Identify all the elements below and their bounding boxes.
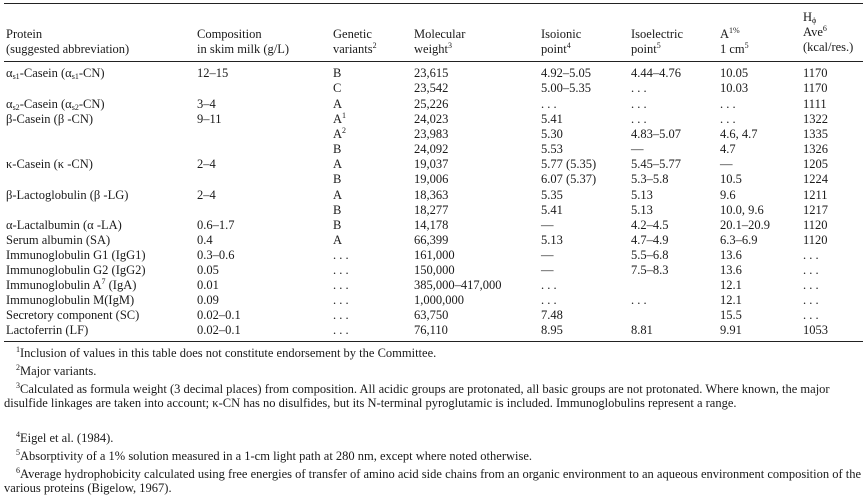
cell-variant: C (333, 81, 342, 95)
cell-absorptivity: 10.0, 9.6 (720, 203, 764, 217)
cell-absorptivity: . . . (720, 97, 736, 111)
cell-absorptivity: 4.6, 4.7 (720, 127, 758, 141)
cell-isoionic: 5.77 (5.35) (541, 157, 597, 171)
cell-mw: 63,750 (414, 308, 449, 322)
footnote (4, 346, 864, 360)
cell-protein: Serum albumin (SA) (6, 233, 111, 247)
cell-variant: . . . (333, 278, 349, 292)
cell-composition: 0.02–0.1 (197, 323, 241, 337)
cell-protein: β-Lactoglobulin (β -LG) (6, 188, 129, 202)
cell-absorptivity: . . . (720, 112, 736, 126)
cell-absorptivity: 9.6 (720, 188, 736, 202)
cell-isoelectric: 5.5–6.8 (631, 248, 669, 262)
cell-isoelectric: 4.44–4.76 (631, 66, 681, 80)
footnote-text: Average hydrophobicity calculated using free energies of transfer of amino acid side chains from an organic environment to an aqueous environment composition of the various proteins (Bigelow, 1967). (4, 467, 862, 495)
cell-composition: 0.6–1.7 (197, 218, 235, 232)
cell-variant: B (333, 142, 342, 156)
header-isoionic-point: Isoionic point$^4$ (541, 27, 582, 56)
cell-hydrophobicity: 1120 (803, 233, 828, 247)
cell-isoionic: 5.41 (541, 112, 563, 126)
cell-hydrophobicity: . . . (803, 278, 819, 292)
cell-isoionic: 5.13 (541, 233, 563, 247)
footnote (4, 364, 864, 378)
footnote-mark: 2 (16, 363, 20, 372)
cell-hydrophobicity: . . . (803, 248, 819, 262)
cell-isoionic: . . . (541, 293, 557, 307)
cell-mw: 23,542 (414, 81, 449, 95)
cell-protein: Immunoglobulin G1 (IgG1) (6, 248, 146, 262)
cell-protein: Secretory component (SC) (6, 308, 140, 322)
header-absorptivity: $A^{1\%}$ 1 $cm^5$ (720, 26, 749, 56)
cell-isoionic: — (541, 248, 554, 262)
cell-composition: 0.3–0.6 (197, 248, 235, 262)
cell-hydrophobicity: 1211 (803, 188, 828, 202)
cell-absorptivity: — (720, 157, 733, 171)
cell-isoionic: 4.92–5.05 (541, 66, 591, 80)
cell-absorptivity: 13.6 (720, 248, 742, 262)
cell-mw: 18,363 (414, 188, 449, 202)
cell-absorptivity: 15.5 (720, 308, 742, 322)
cell-protein: Immunoglobulin M(IgM) (6, 293, 135, 307)
cell-hydrophobicity: . . . (803, 308, 819, 322)
footnote-mark: 6 (16, 466, 20, 475)
cell-hydrophobicity: 1335 (803, 127, 828, 141)
cell-isoionic: — (541, 218, 554, 232)
cell-isoelectric: 4.2–4.5 (631, 218, 669, 232)
footnote-text: Eigel et al. (1984). (20, 431, 114, 445)
cell-hydrophobicity: 1120 (803, 218, 828, 232)
cell-composition: 0.01 (197, 278, 219, 292)
footnote-text: Inclusion of values in this table does not constitute endorsement by the Committee. (20, 346, 437, 360)
cell-isoelectric: 4.7–4.9 (631, 233, 669, 247)
header-hydrophobicity: $H_\phi$ Ave$^6$ (kcal/res.) (803, 10, 854, 54)
cell-mw: 18,277 (414, 203, 449, 217)
cell-variant: . . . (333, 323, 349, 337)
cell-isoionic: 7.48 (541, 308, 563, 322)
cell-hydrophobicity: 1053 (803, 323, 828, 337)
cell-isoelectric: 7.5–8.3 (631, 263, 669, 277)
cell-mw: 1,000,000 (414, 293, 464, 307)
cell-composition: 2–4 (197, 188, 216, 202)
cell-protein: $\alpha_{s1}$-Casein $(\alpha_{s1}-CN)$ (6, 66, 105, 81)
cell-protein: Immunoglobulin $A^7$ (IgA) (6, 277, 137, 292)
footnote-mark: 4 (16, 430, 20, 439)
footnote-text: Calculated as formula weight (3 decimal places) from composition. All acidic groups are protonated, all basic groups are not protonated. Where known, the major disulfide linkages are taken into account; κ-CN has no disulfides, but its N-terminal pyroglutamic is included. Immunoglobulins represent a range. (4, 382, 830, 410)
cell-isoelectric: 5.45–5.77 (631, 157, 681, 171)
cell-isoelectric: 5.13 (631, 203, 653, 217)
cell-isoionic: . . . (541, 278, 557, 292)
cell-isoionic: 5.41 (541, 203, 563, 217)
cell-composition: 0.4 (197, 233, 213, 247)
cell-variant: B (333, 172, 342, 186)
footnote-mark: 3 (16, 381, 20, 390)
cell-isoelectric: 4.83–5.07 (631, 127, 681, 141)
header-composition: Composition in skim milk (g/L) (197, 27, 290, 56)
footnote (4, 467, 864, 495)
cell-hydrophobicity: . . . (803, 263, 819, 277)
cell-isoionic: 6.07 (5.37) (541, 172, 597, 186)
footnote-mark: 1 (16, 345, 20, 354)
cell-hydrophobicity: 1217 (803, 203, 828, 217)
cell-protein: α-Lactalbumin (α -LA) (6, 218, 122, 232)
cell-composition: 0.05 (197, 263, 219, 277)
cell-hydrophobicity: 1224 (803, 172, 828, 186)
cell-mw: 385,000–417,000 (414, 278, 502, 292)
cell-variant: A (333, 188, 343, 202)
cell-isoelectric: . . . (631, 97, 647, 111)
cell-isoelectric: — (631, 142, 644, 156)
footnote (4, 431, 864, 445)
cell-mw: 161,000 (414, 248, 455, 262)
cell-hydrophobicity: 1170 (803, 66, 828, 80)
cell-composition: 3–4 (197, 97, 216, 111)
cell-protein: $\alpha_{s2}$-Casein $(\alpha_{s2}-CN)$ (6, 97, 105, 112)
cell-isoelectric: 5.13 (631, 188, 653, 202)
footnote-text: Major variants. (20, 364, 97, 378)
cell-variant: . . . (333, 308, 349, 322)
table-bottom-rule (4, 341, 863, 342)
cell-composition: 2–4 (197, 157, 216, 171)
cell-variant: B (333, 66, 342, 80)
cell-absorptivity: 12.1 (720, 293, 742, 307)
cell-absorptivity: 20.1–20.9 (720, 218, 770, 232)
cell-mw: 24,092 (414, 142, 449, 156)
cell-absorptivity: 6.3–6.9 (720, 233, 758, 247)
footnote-text: Absorptivity of a 1% solution measured in a 1-cm light path at 280 nm, except where noted otherwise. (20, 449, 533, 463)
cell-hydrophobicity: 1322 (803, 112, 828, 126)
cell-variant: A (333, 233, 343, 247)
cell-mw: 19,006 (414, 172, 449, 186)
cell-composition: 9–11 (197, 112, 222, 126)
cell-isoionic: . . . (541, 97, 557, 111)
cell-variant: A (333, 157, 343, 171)
cell-mw: 150,000 (414, 263, 455, 277)
footnote (4, 449, 864, 463)
cell-mw: 14,178 (414, 218, 449, 232)
cell-isoionic: 5.30 (541, 127, 563, 141)
cell-isoionic: 5.35 (541, 188, 563, 202)
footnote-mark: 5 (16, 448, 20, 457)
cell-absorptivity: 4.7 (720, 142, 736, 156)
cell-mw: 66,399 (414, 233, 449, 247)
cell-mw: 24,023 (414, 112, 449, 126)
cell-isoionic: 5.00–5.35 (541, 81, 591, 95)
cell-mw: 25,226 (414, 97, 449, 111)
table-top-rule (4, 3, 863, 4)
cell-absorptivity: 10.5 (720, 172, 742, 186)
header-molecular-weight: Molecular weight$^3$ (414, 27, 466, 56)
cell-variant: B (333, 218, 342, 232)
cell-mw: 23,615 (414, 66, 449, 80)
header-bottom-rule (4, 61, 863, 62)
cell-mw: 23,983 (414, 127, 449, 141)
cell-protein: κ-Casein (κ -CN) (6, 157, 93, 171)
cell-variant: $A^2$ (333, 126, 347, 141)
cell-variant: B (333, 203, 342, 217)
cell-variant: . . . (333, 263, 349, 277)
cell-protein: β-Casein (β -CN) (6, 112, 94, 126)
cell-composition: 12–15 (197, 66, 229, 80)
cell-hydrophobicity: . . . (803, 293, 819, 307)
header-isoelectric-point: Isoelectric point$^5$ (631, 27, 684, 56)
cell-hydrophobicity: 1170 (803, 81, 828, 95)
cell-isoelectric: . . . (631, 81, 647, 95)
cell-mw: 19,037 (414, 157, 449, 171)
footnote (4, 382, 864, 410)
cell-absorptivity: 13.6 (720, 263, 742, 277)
cell-variant: $A^1$ (333, 111, 347, 126)
cell-isoelectric: 5.3–5.8 (631, 172, 669, 186)
cell-protein: Immunoglobulin G2 (IgG2) (6, 263, 146, 277)
cell-variant: . . . (333, 248, 349, 262)
cell-isoelectric: . . . (631, 112, 647, 126)
header-genetic-variants: Genetic variants$^2$ (333, 27, 377, 56)
cell-absorptivity: 9.91 (720, 323, 742, 337)
cell-absorptivity: 10.05 (720, 66, 749, 80)
header-protein: Protein (suggested abbreviation) (6, 27, 130, 56)
cell-protein: Lactoferrin (LF) (6, 323, 89, 337)
cell-isoelectric: 8.81 (631, 323, 653, 337)
cell-hydrophobicity: 1326 (803, 142, 828, 156)
cell-isoionic: 5.53 (541, 142, 563, 156)
cell-isoelectric: . . . (631, 293, 647, 307)
cell-absorptivity: 10.03 (720, 81, 749, 95)
cell-mw: 76,110 (414, 323, 448, 337)
cell-composition: 0.02–0.1 (197, 308, 241, 322)
cell-variant: . . . (333, 293, 349, 307)
cell-composition: 0.09 (197, 293, 219, 307)
cell-variant: A (333, 97, 343, 111)
cell-hydrophobicity: 1111 (803, 97, 827, 111)
cell-absorptivity: 12.1 (720, 278, 742, 292)
cell-hydrophobicity: 1205 (803, 157, 828, 171)
cell-isoionic: — (541, 263, 554, 277)
cell-isoionic: 8.95 (541, 323, 563, 337)
